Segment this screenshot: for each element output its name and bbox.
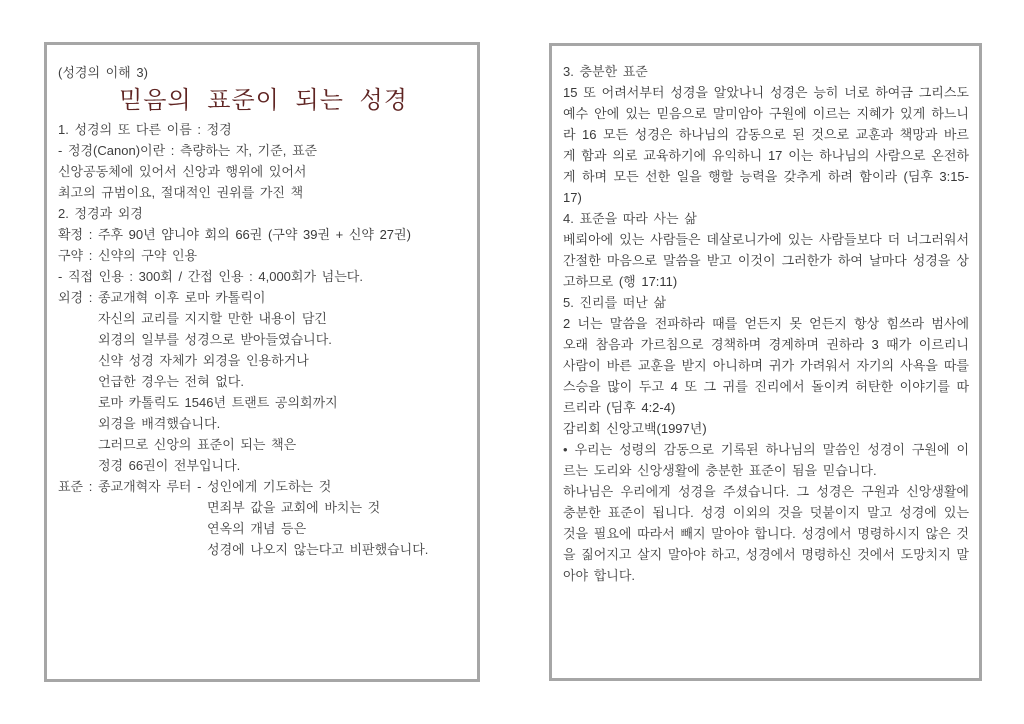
- section5-scripture: 2 너는 말씀을 전파하라 때를 얻든지 못 얻든지 항상 힘쓰라 범사에 오래 참음과 가르침으로 경책하며 경계하며 권하라 3 때가 이르리니 사람이 바른 교훈을 받지 아니하며 귀가 가려워서 자기의 사욕을 따를 스승을 많이 두고 4 또 그 귀를 진리에서 돌이켜 허탄한 이야기를 따르리라 (딤후 4:2-4): [563, 316, 969, 415]
- old-testament-paragraph: [58, 245, 469, 287]
- apocrypha-line: 외경의 일부를 성경으로 받아들였습니다.: [97, 332, 332, 347]
- canon-confirmation-line: 확정 : 주후 90년 얌니야 회의 66권 (구약 39권 + 신약 27권): [58, 227, 411, 242]
- standard-paragraph: [58, 476, 469, 560]
- apocrypha-label: 외경 :: [58, 290, 98, 305]
- series-note: (성경의 이해 3): [58, 65, 148, 80]
- standard-lines: [207, 476, 469, 560]
- right-page: [549, 43, 982, 681]
- standard-line: 성경에 나오지 않는다고 비판했습니다.: [207, 542, 429, 557]
- section1-heading: 1. 성경의 또 다른 이름 : 정경: [58, 122, 232, 137]
- section5-heading: 5. 진리를 떠난 삶: [563, 295, 667, 310]
- section4-heading: 4. 표준을 따라 사는 삶: [563, 211, 697, 226]
- old-testament-line: 구약 : 신약의 구약 인용: [58, 248, 198, 263]
- apocrypha-line: 외경을 배격했습니다.: [97, 416, 221, 431]
- section4-scripture: 베뢰아에 있는 사람들은 데살로니가에 있는 사람들보다 더 너그러워서 간절한 마음으로 말씀을 받고 이것이 그러한가 하여 날마다 성경을 상고하므로 (행 17:11): [563, 232, 969, 289]
- canon-definition-paragraph: [58, 140, 469, 203]
- canon-definition-line: - 정경(Canon)이란 : 측량하는 자, 기준, 표준: [58, 143, 318, 158]
- canon-definition-line: 최고의 규범이요, 절대적인 권위를 가진 책: [58, 185, 304, 200]
- standard-line: 면죄부 값을 교회에 바치는 것: [207, 500, 381, 515]
- left-page: [44, 42, 480, 682]
- apocrypha-line: 종교개혁 이후 로마 카톨릭이: [97, 290, 266, 305]
- section2-heading: 2. 정경과 외경: [58, 206, 143, 221]
- standard-line: 연옥의 개념 등은: [207, 521, 307, 536]
- apocrypha-paragraph: [58, 287, 469, 476]
- apocrypha-line: 정경 66권이 전부입니다.: [97, 458, 241, 473]
- creed-closing-paragraph: 하나님은 우리에게 성경을 주셨습니다. 그 성경은 구원과 신앙생활에 충분한 표준이 됩니다. 성경 이외의 것을 덧붙이지 말고 성경에 있는 것을 필요에 따라서 빼지 말아야 합니다. 성경에서 명령하시지 않은 것을 짊어지고 살지 말아야 하고, 성경에서 명령하신 것에서 도망치지 말아야 합니다.: [563, 484, 969, 583]
- apocrypha-lines: [98, 287, 469, 476]
- apocrypha-line: 로마 카톨릭도 1546년 트랜트 공의회까지: [97, 395, 338, 410]
- apocrypha-line: 신약 성경 자체가 외경을 인용하거나: [97, 353, 309, 368]
- apocrypha-line: 자신의 교리를 지지할 만한 내용이 담긴: [97, 311, 327, 326]
- creed-heading: 감리회 신앙고백(1997년): [563, 421, 707, 436]
- document-title: 믿음의 표준이 되는 성경: [119, 87, 408, 114]
- standard-line: 성인에게 기도하는 것: [207, 479, 332, 494]
- canon-definition-line: 신앙공동체에 있어서 신앙과 행위에 있어서: [58, 164, 307, 179]
- apocrypha-line: 그러므로 신앙의 표준이 되는 책은: [97, 437, 297, 452]
- section3-heading: 3. 충분한 표준: [563, 64, 648, 79]
- creed-bullet-paragraph: • 우리는 성령의 감동으로 기록된 하나님의 말씀인 성경이 구원에 이르는 도리와 신앙생활에 충분한 표준이 됨을 믿습니다.: [563, 442, 969, 478]
- apocrypha-line: 언급한 경우는 전혀 없다.: [97, 374, 244, 389]
- section3-scripture: 15 또 어려서부터 성경을 알았나니 성경은 능히 너로 하여금 그리스도 예수 안에 있는 믿음으로 말미암아 구원에 이르는 지혜가 있게 하느니라 16 모든 성경은 하나님의 감동으로 된 것으로 교훈과 책망과 바르게 함과 의로 교육하기에 유익하니 17 이는 하나님의 사람으로 온전하게 하며 모든 선한 일을 행할 능력을 갖추게 하려 함이라 (딤후 3:15-17): [563, 85, 969, 205]
- old-testament-line: - 직접 인용 : 300회 / 간접 인용 : 4,000회가 넘는다.: [58, 269, 363, 284]
- standard-label: 표준 : 종교개혁자 루터 -: [58, 479, 208, 494]
